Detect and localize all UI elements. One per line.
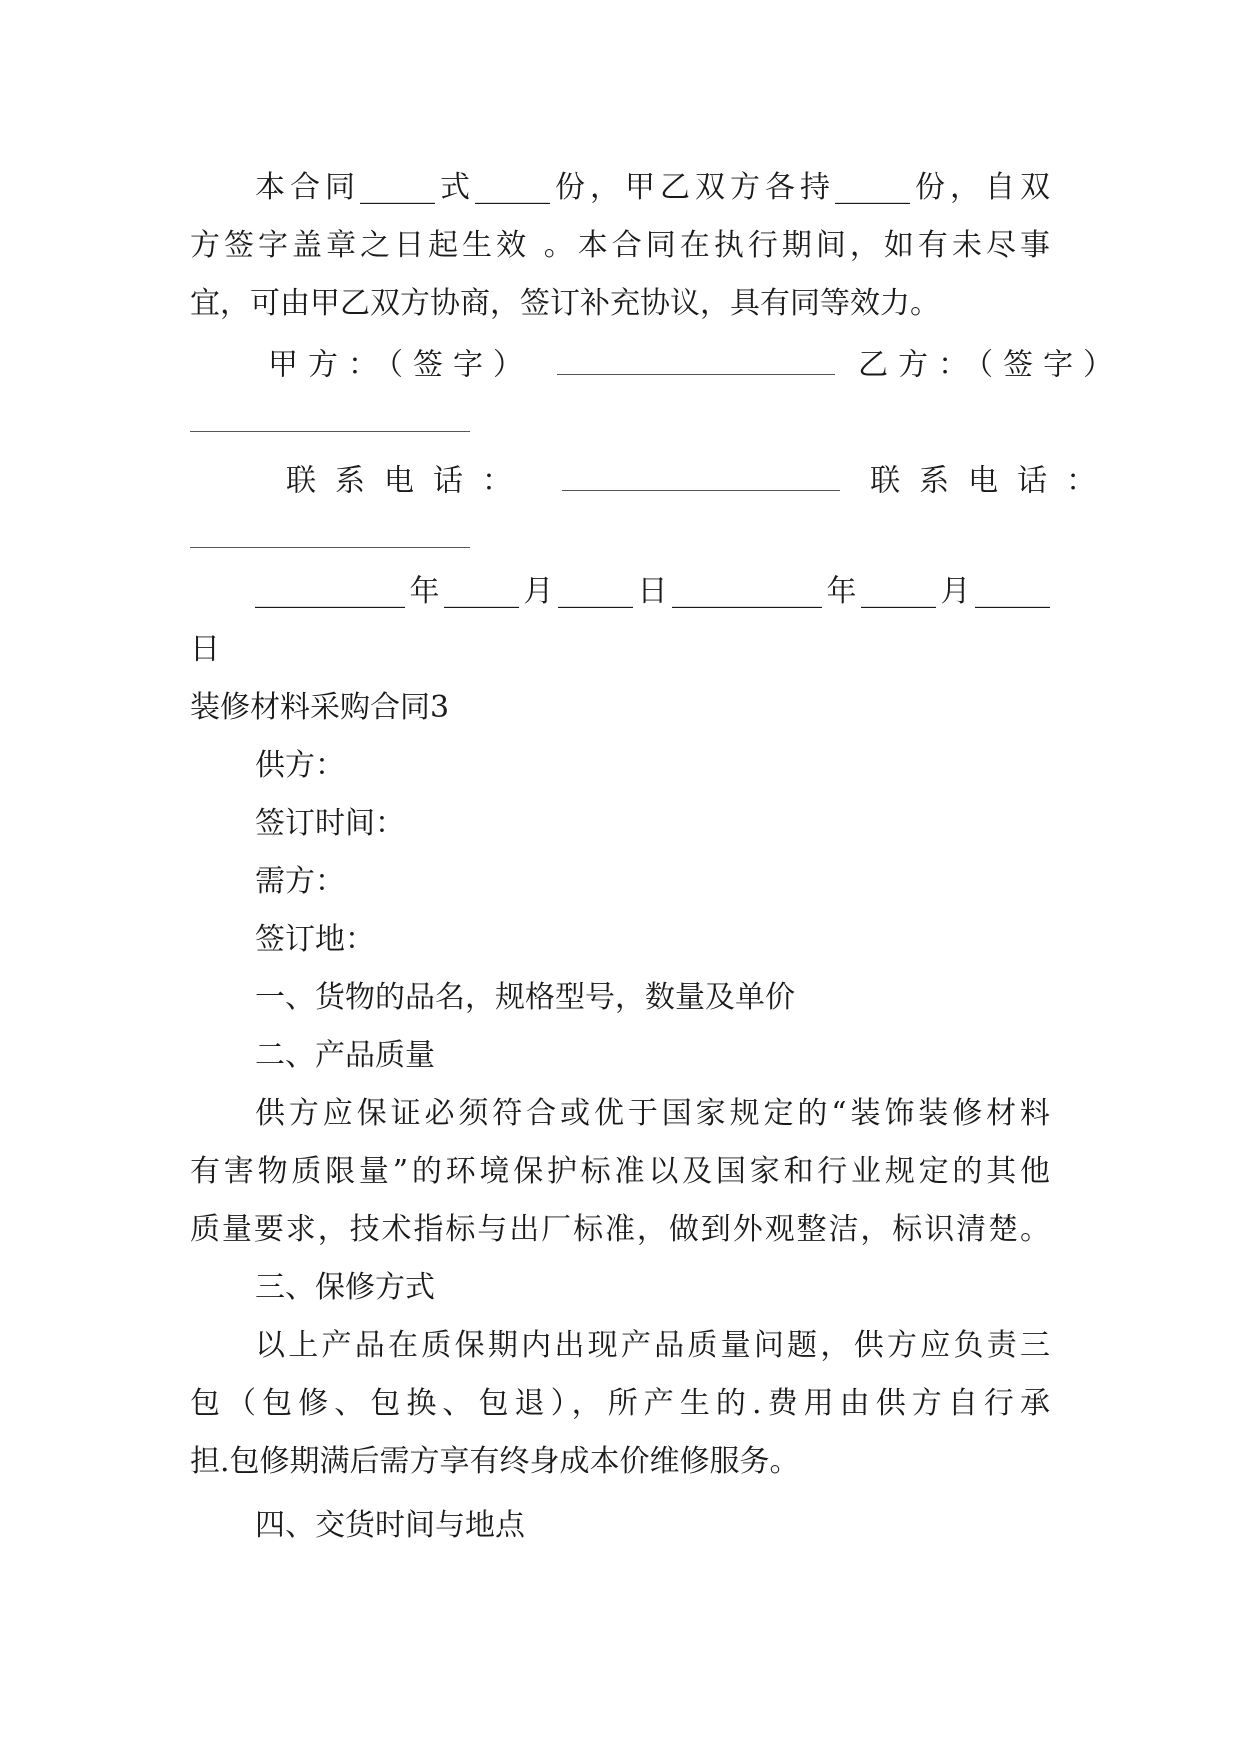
supplier-label: 供方： xyxy=(255,748,345,783)
section3-line-3: 担.包修期满后需方享有终身成本价维修服务。 xyxy=(190,1444,800,1479)
party-a-signature-blank xyxy=(557,342,835,375)
party-a-label: 甲方：（签字） xyxy=(268,347,533,383)
section3-heading: 三、保修方式 xyxy=(255,1270,435,1305)
phone-a-blank xyxy=(562,458,840,491)
phone-label-b: 联系电话： xyxy=(870,463,1116,499)
party-b-signature-blank xyxy=(190,431,470,432)
section3-line-2: 包（包修、包换、包退），所产生的.费用由供方自行承 xyxy=(190,1386,1050,1421)
phone-label-a: 联系电话： xyxy=(286,463,531,499)
phone-line xyxy=(286,458,1116,502)
section2-line-2: 有害物质限量”的环境保护标准以及国家和行业规定的其他 xyxy=(190,1154,1050,1189)
closing-line-1: 本合同_____式_____份，甲乙双方各持_____份，自双 xyxy=(255,170,1050,205)
signature-line xyxy=(268,342,1124,386)
closing-line-3: 宜，可由甲乙双方协商，签订补充协议，具有同等效力。 xyxy=(190,286,940,321)
section2-line-3: 质量要求，技术指标与出厂标准，做到外观整洁，标识清楚。 xyxy=(190,1212,1050,1247)
contract3-title: 装修材料采购合同3 xyxy=(190,690,450,725)
phone-b-blank-rule xyxy=(190,547,470,548)
section3-line-1: 以上产品在质保期内出现产品质量问题，供方应负责三 xyxy=(255,1328,1050,1363)
sign-time-label: 签订时间： xyxy=(255,806,405,841)
section4-heading: 四、交货时间与地点 xyxy=(255,1508,525,1543)
closing-line-2: 方签字盖章之日起生效 。本合同在执行期间，如有未尽事 xyxy=(190,228,1050,263)
date-line: __________年_____月_____日__________年_____月_____ xyxy=(255,574,1050,609)
buyer-label: 需方： xyxy=(255,864,345,899)
party-b-label: 乙方：（签字） xyxy=(858,347,1124,383)
date-line-end: 日 xyxy=(190,632,220,667)
sign-place-label: 签订地： xyxy=(255,922,375,957)
section2-heading: 二、产品质量 xyxy=(255,1038,435,1073)
section2-line-1: 供方应保证必须符合或优于国家规定的“装饰装修材料 xyxy=(255,1096,1050,1131)
section1-heading: 一、货物的品名，规格型号，数量及单价 xyxy=(255,980,795,1015)
